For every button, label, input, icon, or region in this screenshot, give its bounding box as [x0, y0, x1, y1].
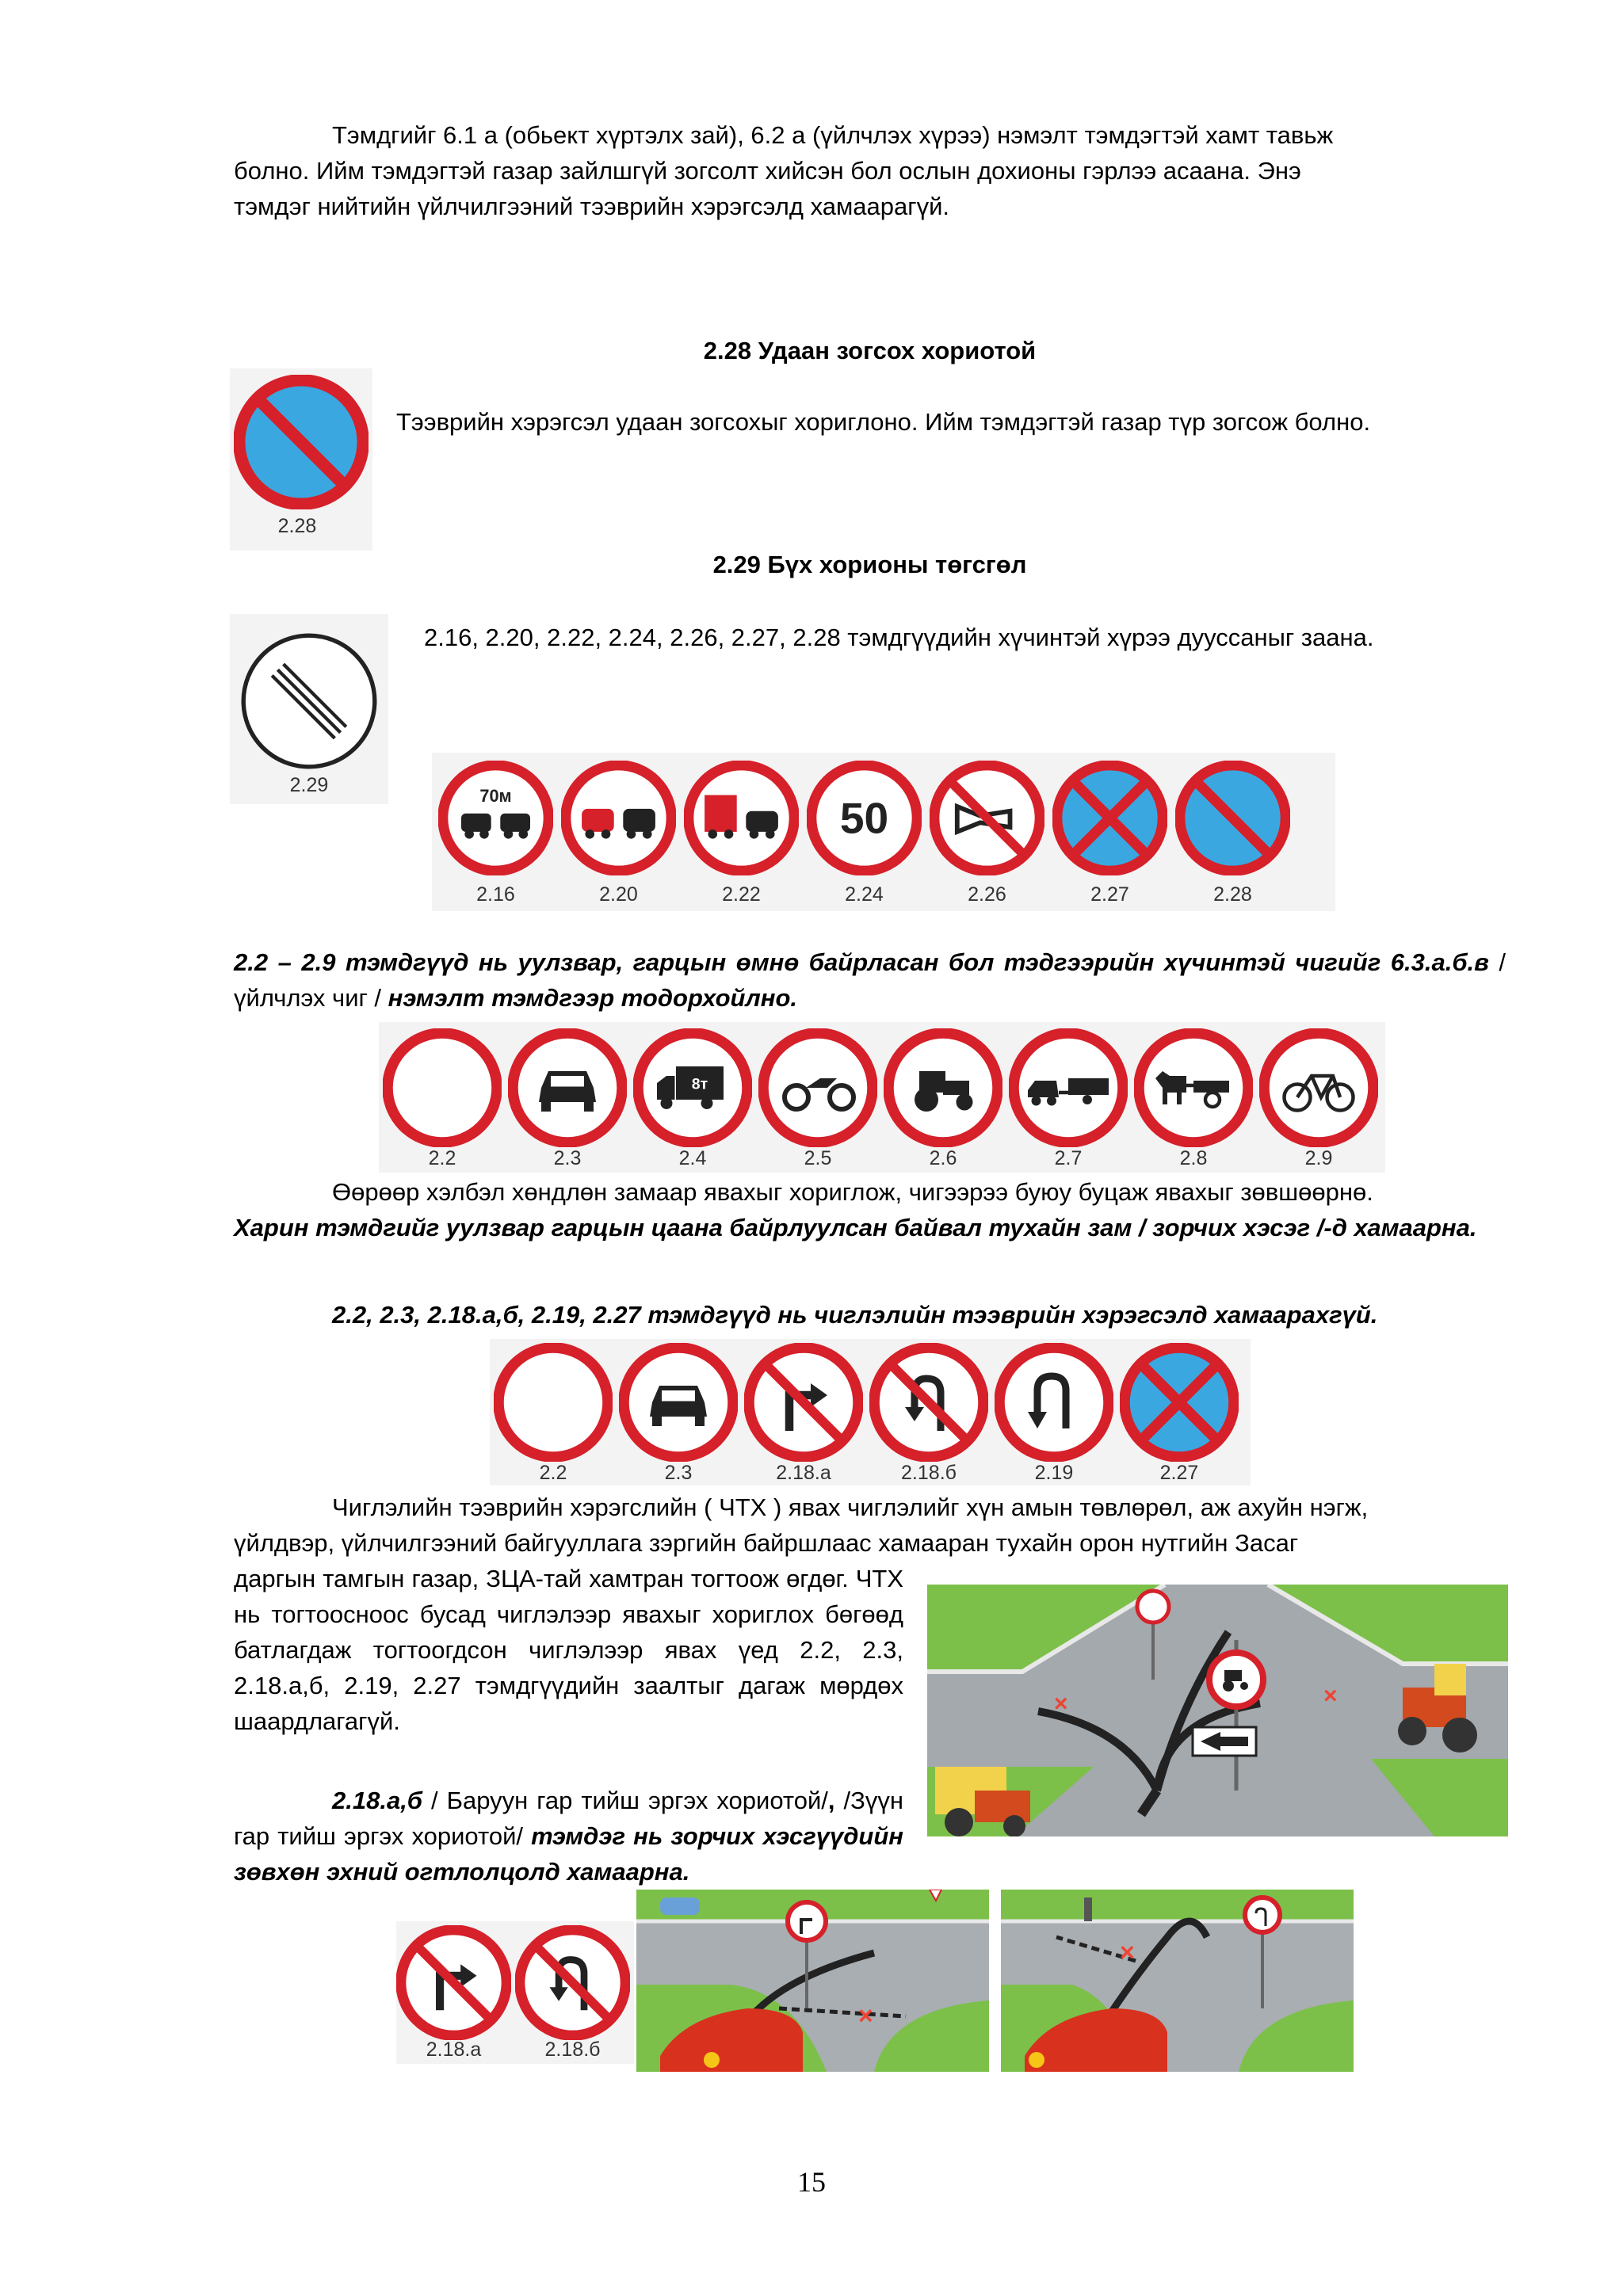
right-turn-prohibited-illustration — [636, 1890, 989, 2072]
no-u-turn-sign-219 — [995, 1343, 1113, 1462]
sign-caption: 2.27 — [1159, 1462, 1199, 1484]
intro-line3: тэмдэг нийтийн үйлчилгээний тээврийн хэрэгсэлд хамаарагүй. — [234, 193, 949, 220]
no-trailers-sign-27 — [1009, 1028, 1128, 1147]
sign-caption: 2.22 — [722, 883, 761, 906]
left-turn-prohibited-illustration — [1001, 1890, 1354, 2072]
no-cars-sign-23 — [619, 1343, 738, 1462]
svg-text:×: × — [858, 2001, 873, 2030]
no-parking-sign-228 — [1175, 761, 1290, 875]
sign-row-route — [490, 1339, 1251, 1486]
route-para-line1: Чиглэлийн тээврийн хэрэгслийн ( ЧТХ ) явах чиглэлийг хүн амын төвлөрөл, аж ахуйн нэгж, — [332, 1493, 1369, 1521]
bold-text: тэмдэг нь зорчих хэсгүүдийн зөвхөн эхний огтлолцолд хамаарна. — [234, 1822, 903, 1886]
no-animal-carts-sign-28 — [1134, 1028, 1253, 1147]
bold-text: 2.2 – 2.9 тэмдгүүд нь уулзвар, гарцын өмнө байрласан бол тэдгээрийн хүчинтэй чигийг — [234, 948, 1381, 976]
bold-text: нэмэлт тэмдгээр тодорхойлно. — [388, 984, 798, 1012]
sign-caption: 2.7 — [1054, 1147, 1083, 1169]
sign-228-panel — [230, 368, 372, 551]
paragraph-218 — [234, 1783, 903, 1890]
no-right-turn-sign-218a — [396, 1925, 511, 2040]
sign-caption: 2.29 — [289, 774, 329, 796]
paragraph-22-29 — [234, 944, 1506, 1016]
plain-text: / Баруун гар тийш эргэх хориотой/ — [422, 1787, 828, 1814]
sign-caption: 2.16 — [476, 883, 515, 906]
sign-caption: 2.19 — [1034, 1462, 1074, 1484]
sign-caption: 2.2 — [428, 1147, 456, 1169]
after-text-line1: Өөрөөр хэлбэл хөндлөн замаар явахыг хориглож, чигээрээ буюу буцаж явахыг зөвшөөрнө. — [332, 1178, 1373, 1206]
route-para-line2: үйлдвэр, үйлчилгээний байгууллага зэргийн байршлаас хамааран тухайн орон нутгийн Засаг — [234, 1529, 1299, 1557]
no-overtaking-sign-220 — [561, 761, 676, 875]
no-vehicles-sign-22 — [494, 1343, 613, 1462]
sign-caption: 2.3 — [664, 1462, 693, 1484]
intersection-tractor-illustration — [927, 1585, 1508, 1836]
sign-caption: 2.18.а — [776, 1462, 831, 1484]
sign-caption: 2.27 — [1090, 883, 1129, 906]
route-para-rest: даргын тамгын газар, ЗЦА-тай хамтран тогтоож өгдөг. ЧТХ нь тогтоосноос бусад чиглэлээр явахыг хориглох бөгөөд батлагдаж тогтоогдсон чиглэлээр явах үед 2.2, 2.3, 2.18.а,б, 2.19, 2.27 тэмдгүүдийн заалтыг дагаж мөрдөх шаардлагагүй. — [234, 1565, 903, 1735]
svg-text:×: × — [1120, 1938, 1135, 1966]
svg-text:×: × — [1054, 1691, 1068, 1717]
no-bicycles-sign-29 — [1259, 1028, 1378, 1147]
section-text-228: Тээврийн хэрэгсэл удаан зогсохыг хориглоно. Ийм тэмдэгтэй газар түр зогсож болно. — [396, 408, 1371, 436]
speed-limit-sign-224 — [807, 761, 922, 875]
no-overtaking-distance-sign-216 — [438, 761, 553, 875]
section-text-229: 2.16, 2.20, 2.22, 2.24, 2.26, 2.27, 2.28 тэмдгүүдийн хүчинтэй хүрээ дууссаныг заана. — [424, 624, 1374, 651]
no-left-turn-sign-218b — [869, 1343, 988, 1462]
sign-caption: 2.2 — [539, 1462, 567, 1484]
sign-caption: 2.26 — [968, 883, 1006, 906]
sign-row-229 — [432, 753, 1335, 911]
no-vehicles-sign-22 — [383, 1028, 502, 1147]
svg-text:×: × — [1323, 1683, 1338, 1709]
no-right-turn-sign-218a — [744, 1343, 863, 1462]
sign-row-22-29 — [379, 1022, 1385, 1173]
sign-caption: 2.24 — [845, 883, 884, 906]
no-parking-sign-228 — [234, 375, 369, 509]
no-truck-overtaking-sign-222 — [684, 761, 799, 875]
sign-caption: 2.9 — [1304, 1147, 1333, 1169]
no-stopping-sign-227 — [1120, 1343, 1239, 1462]
sign-caption: 2.3 — [553, 1147, 582, 1169]
sign-caption: 2.6 — [929, 1147, 957, 1169]
sign-caption: 2.4 — [678, 1147, 707, 1169]
sign-caption: 2.5 — [804, 1147, 832, 1169]
sign-caption: 2.28 — [277, 515, 317, 537]
route-vehicles-heading: 2.2, 2.3, 2.18.а,б, 2.19, 2.27 тэмдгүүд нь чиглэлийн тээврийн хэрэгсэлд хамаарахгүй. — [332, 1301, 1378, 1329]
sign-caption: 2.20 — [599, 883, 638, 906]
plain-text: / үйлчлэх чиг / — [234, 948, 1506, 1012]
sign-caption: 2.18.б — [544, 2039, 601, 2061]
intro-line1: Тэмдгийг 6.1 а (обьект хүртэлх зай), 6.2 а (үйлчлэх хүрээ) нэмэлт тэмдэгтэй хамт тавьж — [332, 121, 1334, 149]
no-horn-sign-226 — [930, 761, 1044, 875]
no-tractors-sign-26 — [884, 1028, 1002, 1147]
no-trucks-sign-24 — [633, 1028, 752, 1147]
bold-text: 6.3.а.б.в — [1390, 948, 1489, 976]
sign-caption: 2.28 — [1213, 883, 1252, 906]
no-motorcycles-sign-25 — [758, 1028, 877, 1147]
sign-caption: 2.8 — [1179, 1147, 1208, 1169]
after-text-bold: Харин тэмдгийг уулзвар гарцын цаана байрлуулсан байвал тухайн зам / зорчих хэсэг /-д хамаарна. — [234, 1214, 1477, 1241]
plain-text: /Зүүн гар тийш эргэх хориотой/ — [234, 1787, 903, 1850]
no-left-turn-sign-218b — [515, 1925, 630, 2040]
truck-weight-label: 8т — [691, 1075, 708, 1093]
section-heading-228: 2.28 Удаан зогсох хориотой — [703, 337, 1037, 364]
sign-row-218 — [396, 1921, 634, 2064]
sign-216-label: 70м — [479, 786, 512, 807]
sign-224-label: 50 — [839, 793, 889, 843]
section-heading-229: 2.29 Бүх хорионы төгсгөл — [712, 551, 1027, 578]
no-stopping-sign-227 — [1052, 761, 1167, 875]
page-number: 15 — [797, 2166, 826, 2198]
sign-229-panel — [230, 614, 388, 804]
end-of-restrictions-sign-229 — [238, 630, 380, 772]
sign-caption: 2.18.б — [901, 1462, 957, 1484]
bold-text: , — [827, 1787, 835, 1814]
no-cars-sign-23 — [508, 1028, 627, 1147]
bold-text: 2.18.а,б — [332, 1787, 422, 1814]
sign-caption: 2.18.а — [426, 2039, 482, 2061]
intro-line2: болно. Ийм тэмдэгтэй газар зайлшгүй зогсолт хийсэн бол ослын дохионы гэрлээ асаана. Энэ — [234, 157, 1301, 185]
